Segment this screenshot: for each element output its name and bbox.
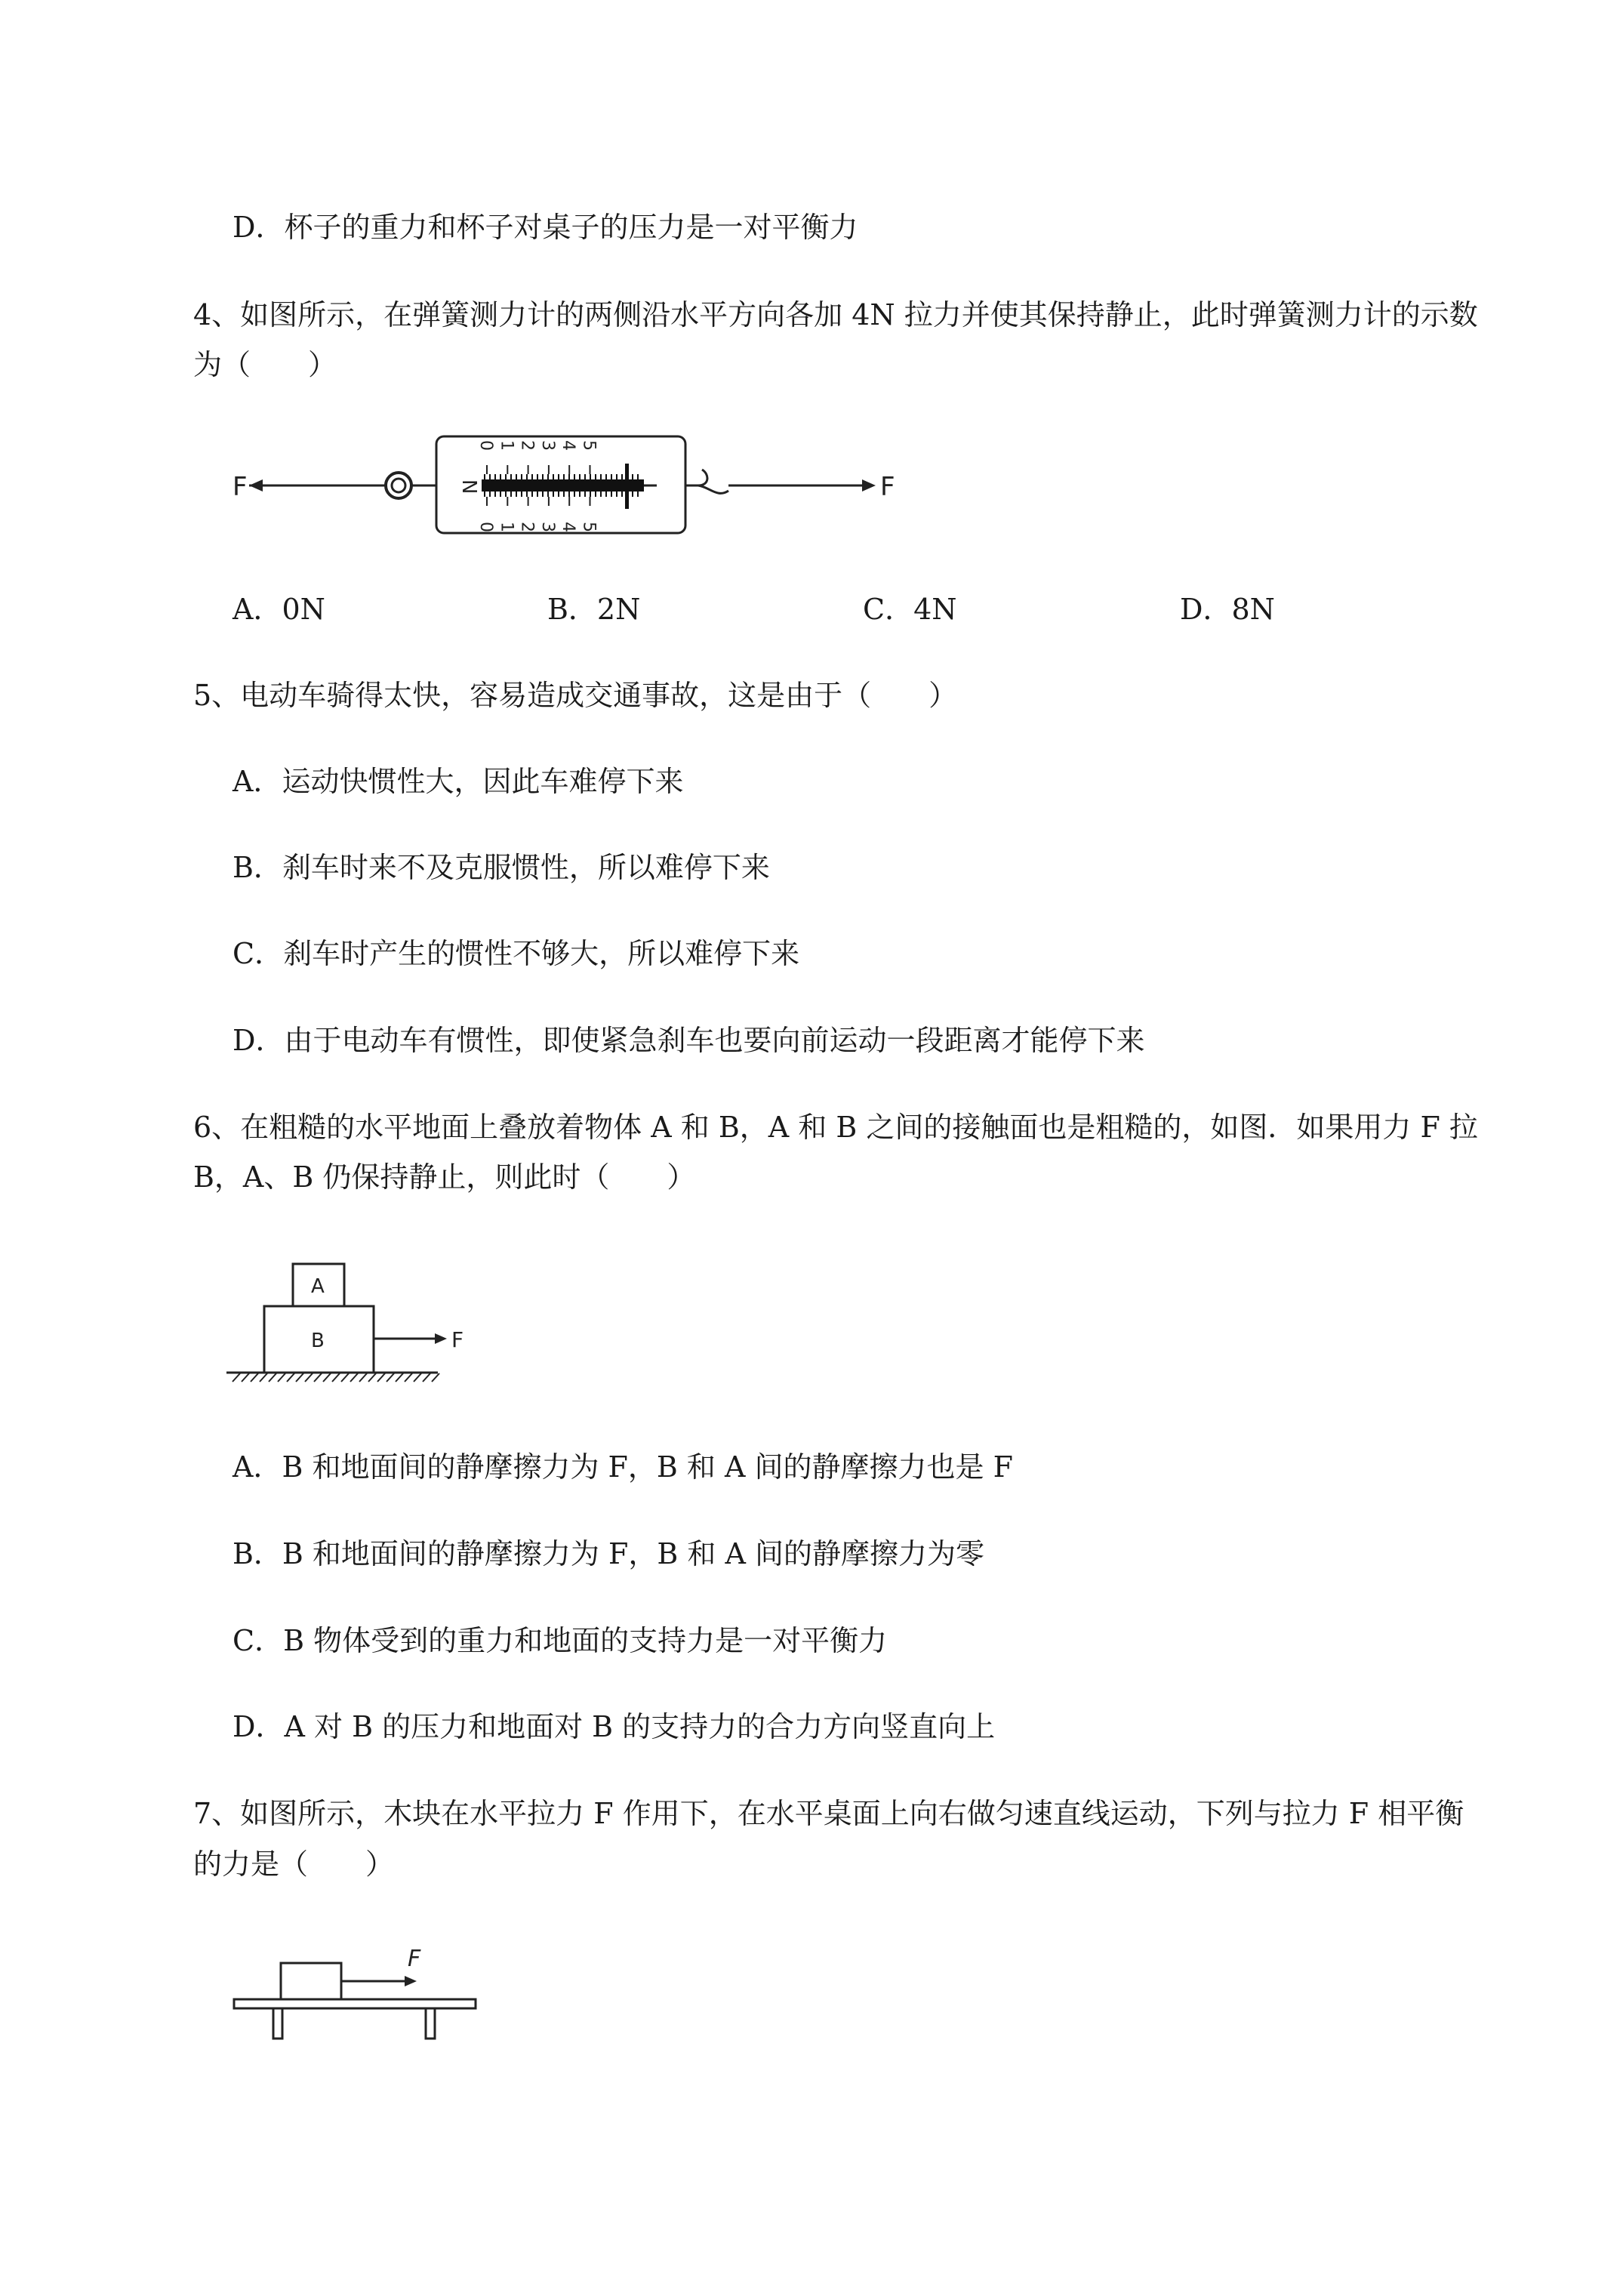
stacked-blocks-figure xyxy=(226,1253,483,1389)
q6-option-b: B．B 和地面间的静摩擦力为 F，B 和 A 间的静摩擦力为零 xyxy=(233,1537,984,1570)
ground-hatch-line xyxy=(323,1373,331,1382)
ground-hatch-line xyxy=(287,1373,294,1382)
scale-number: 1 xyxy=(497,440,516,451)
ground-hatch-line xyxy=(377,1373,385,1382)
scale-number: 0 xyxy=(476,522,495,532)
q4-stem-line1: 4、如图所示，在弹簧测力计的两侧沿水平方向各加 4N 拉力并使其保持静止，此时弹簧测力计的示数 xyxy=(193,298,1478,331)
q4-option-a: A．0N xyxy=(233,593,325,626)
ground-hatch-line xyxy=(387,1373,394,1382)
tabletop xyxy=(234,1999,476,2008)
table-block-figure xyxy=(226,1933,483,2054)
q6-option-c: C．B 物体受到的重力和地面的支持力是一对平衡力 xyxy=(233,1624,888,1657)
ground-hatch-line xyxy=(251,1373,258,1382)
q6-stem-line1: 6、在粗糙的水平地面上叠放着物体 A 和 B，A 和 B 之间的接触面也是粗糙的，如图．如果用力 F 拉 xyxy=(193,1111,1478,1144)
scale-number: 4 xyxy=(559,440,578,451)
force-arrowhead xyxy=(435,1333,447,1344)
force-label: F xyxy=(451,1327,464,1352)
scale-number: 4 xyxy=(559,522,578,532)
hook xyxy=(685,470,728,493)
scale-number: 5 xyxy=(579,440,599,451)
q7-stem-line1: 7、如图所示，木块在水平拉力 F 作用下，在水平桌面上向右做匀速直线运动，下列与拉力 F 相平衡 xyxy=(193,1797,1464,1830)
scale-number: 3 xyxy=(537,522,557,532)
q5-stem: 5、电动车骑得太快，容易造成交通事故，这是由于（ ） xyxy=(193,679,958,712)
ground-hatch-line xyxy=(414,1373,421,1382)
ground-hatch-line xyxy=(296,1373,303,1382)
pointer xyxy=(625,464,629,509)
ground-hatch-line xyxy=(314,1373,322,1382)
table-leg-left xyxy=(273,2008,282,2039)
q5-option-b: B．刹车时来不及克服惯性，所以难停下来 xyxy=(233,851,770,884)
q5-option-a: A．运动快惯性大，因此车难停下来 xyxy=(233,765,684,798)
scale-number: 5 xyxy=(579,522,599,532)
ground-hatch-line xyxy=(233,1373,240,1382)
scale-number: 2 xyxy=(517,522,537,532)
block-b-label: B xyxy=(311,1330,325,1352)
ground-hatch-line xyxy=(423,1373,430,1382)
q6-option-d: D．A 对 B 的压力和地面对 B 的支持力的合力方向竖直向上 xyxy=(233,1710,996,1743)
ground-hatch-line xyxy=(242,1373,249,1382)
ground-hatch-line xyxy=(341,1373,349,1382)
q3-option-d: D．杯子的重力和杯子对桌子的压力是一对平衡力 xyxy=(233,211,858,244)
ground-hatch-line xyxy=(278,1373,285,1382)
ground-hatch-line xyxy=(269,1373,276,1382)
spring-scale-figure xyxy=(226,430,906,559)
q4-option-b: B．2N xyxy=(547,593,641,626)
ring xyxy=(386,473,411,498)
block-a-label: A xyxy=(311,1275,325,1298)
ground-hatching xyxy=(233,1373,439,1382)
ground-hatch-line xyxy=(305,1373,313,1382)
force-label: F xyxy=(408,1946,421,1972)
ground-hatch-line xyxy=(359,1373,367,1382)
q4-option-c: C．4N xyxy=(863,593,957,626)
table-leg-right xyxy=(426,2008,435,2039)
unit-label: N xyxy=(457,479,480,495)
left-arrowhead xyxy=(249,479,263,492)
ground-hatch-line xyxy=(405,1373,412,1382)
ground-hatch-line xyxy=(368,1373,376,1382)
wood-block xyxy=(281,1963,341,1999)
ground-hatch-line xyxy=(396,1373,403,1382)
right-arrowhead xyxy=(862,479,876,492)
scale-number: 2 xyxy=(517,440,537,451)
right-force-label: F xyxy=(880,472,895,502)
scale-number: 3 xyxy=(537,440,557,451)
force-arrowhead xyxy=(405,1976,417,1986)
q5-option-d: D．由于电动车有惯性，即使紧急刹车也要向前运动一段距离才能停下来 xyxy=(233,1024,1145,1057)
q5-option-c: C．刹车时产生的惯性不够大，所以难停下来 xyxy=(233,937,800,970)
scale-number: 1 xyxy=(497,522,516,532)
ground-hatch-line xyxy=(350,1373,358,1382)
ground-hatch-line xyxy=(260,1373,267,1382)
ground-hatch-line xyxy=(432,1373,439,1382)
scale-number: 0 xyxy=(476,440,495,451)
q6-option-a: A．B 和地面间的静摩擦力为 F，B 和 A 间的静摩擦力也是 F xyxy=(233,1450,1013,1484)
ground-hatch-line xyxy=(332,1373,340,1382)
q4-option-d: D．8N xyxy=(1180,593,1275,626)
left-force-label: F xyxy=(233,472,248,502)
q4-stem-line2: 为（ ） xyxy=(193,348,337,381)
q7-stem-line2: 的力是（ ） xyxy=(193,1848,395,1881)
q6-stem-line2: B，A、B 仍保持静止，则此时（ ） xyxy=(193,1160,696,1194)
